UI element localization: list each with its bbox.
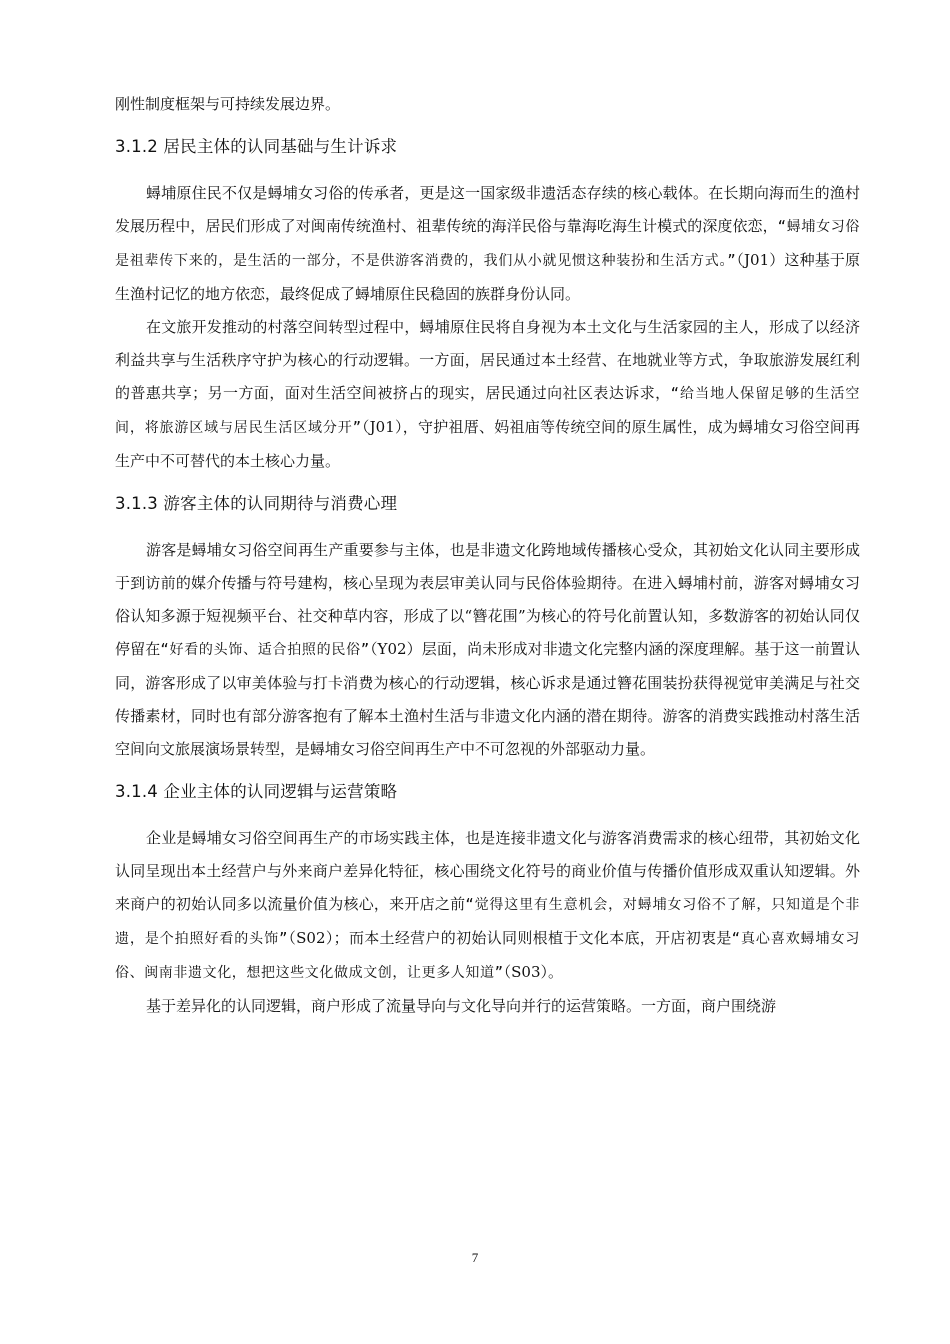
paragraph-text: （J01）这种基于原生渔村记忆的地方依恋，最终促成了蟳埔原住民稳固的族群身份认同。	[115, 251, 860, 303]
paragraph-tourists	[115, 534, 860, 766]
paragraph-text: （J01），守护祖厝、妈祖庙等传统空间的原生属性，成为蟳埔女习俗空间再生产中不可替代的本土核心力量。	[115, 418, 860, 470]
document-body	[115, 88, 860, 1023]
paragraph-text: （S02）；而本土经营户的初始认同则根植于文化本底，开店初衷是	[288, 929, 732, 947]
section-heading-3-1-4: 3.1.4 企业主体的认同逻辑与运营策略	[115, 782, 398, 801]
paragraph-text: （Y02）层面，尚未形成对非遗文化完整内涵的深度理解。基于这一前置认同，游客形成了以审美体验与打卡消费为核心的行动逻辑，核心诉求是通过簪花围装扮获得视觉审美满足与社交传播素材，同时也有部分游客抱有了解本土渔村生活与非遗文化内涵的潜在期待。游客的消费实践推动村落生活空间向文旅展演场景转型，是蟳埔女习俗空间再生产中不可忽视的外部驱动力量。	[115, 640, 860, 758]
paragraph-text: 游客是蟳埔女习俗空间再生产重要参与主体，也是非遗文化跨地域传播核心受众，其初始文化认同主要形成于到访前的媒介传播与符号建构，核心呈现为表层审美认同与民俗体验期待。在进入蟳埔村前，游客对蟳埔女习俗认知多源于短视频平台、社交种草内容，形成了以“簪花围”为核心的符号化前置认知，多数游客的初始认同仅停留在	[115, 541, 860, 658]
paragraph-text: 企业是蟳埔女习俗空间再生产的市场实践主体，也是连接非遗文化与游客消费需求的核心纽带，其初始文化认同呈现出本土经营户与外来商户差异化特征，核心围绕文化符号的商业价值与传播价值形成双重认知逻辑。外来商户的初始认同多以流量价值为核心，来开店之前	[115, 829, 860, 913]
interview-quote: “觉得这里有生意机会，对蟳埔女习俗不了解，只知道是个非遗，是个拍照好看的头饰”	[115, 897, 860, 947]
interview-quote: “真心喜欢蟳埔女习俗、闽南非遗文化，想把这些文化做成文创，让更多人知道”	[115, 931, 860, 981]
paragraph-enterprises	[115, 822, 860, 990]
paragraph-residents-logic	[115, 311, 860, 478]
interview-quote: “给当地人保留足够的生活空间，将旅游区域与居民生活区域分开”	[115, 386, 860, 436]
section-heading-3-1-2: 3.1.2 居民主体的认同基础与生计诉求	[115, 137, 398, 156]
paragraph-text: （S03）。	[503, 963, 564, 981]
paragraph-strategy-start: 基于差异化的认同逻辑，商户形成了流量导向与文化导向并行的运营策略。一方面，商户围绕游	[146, 997, 777, 1015]
interview-quote: “蟳埔女习俗是祖辈传下来的，是生活的一部分，不是供游客消费的，我们从小就见惯这种装扮和生活方式。”	[115, 219, 860, 269]
paragraph-residents-identity	[115, 177, 860, 311]
paragraph-text: 在文旅开发推动的村落空间转型过程中，蟳埔原住民将自身视为本土文化与生活家园的主人，形成了以经济利益共享与生活秩序守护为核心的行动逻辑。一方面，居民通过本土经营、在地就业等方式，争取旅游发展红利的普惠共享；另一方面，面对生活空间被挤占的现实，居民通过向社区表达诉求，	[115, 318, 860, 402]
paragraph-text: 蟳埔原住民不仅是蟳埔女习俗的传承者，更是这一国家级非遗活态存续的核心载体。在长期向海而生的渔村发展历程中，居民们形成了对闽南传统渔村、祖辈传统的海洋民俗与靠海吃海生计模式的深度依恋，	[115, 184, 860, 235]
paragraph-continuation: 刚性制度框架与可持续发展边界。	[115, 95, 341, 113]
interview-quote: “好看的头饰、适合拍照的民俗”	[160, 642, 370, 658]
page-number: 7	[471, 1250, 479, 1265]
section-heading-3-1-3: 3.1.3 游客主体的认同期待与消费心理	[115, 494, 398, 513]
